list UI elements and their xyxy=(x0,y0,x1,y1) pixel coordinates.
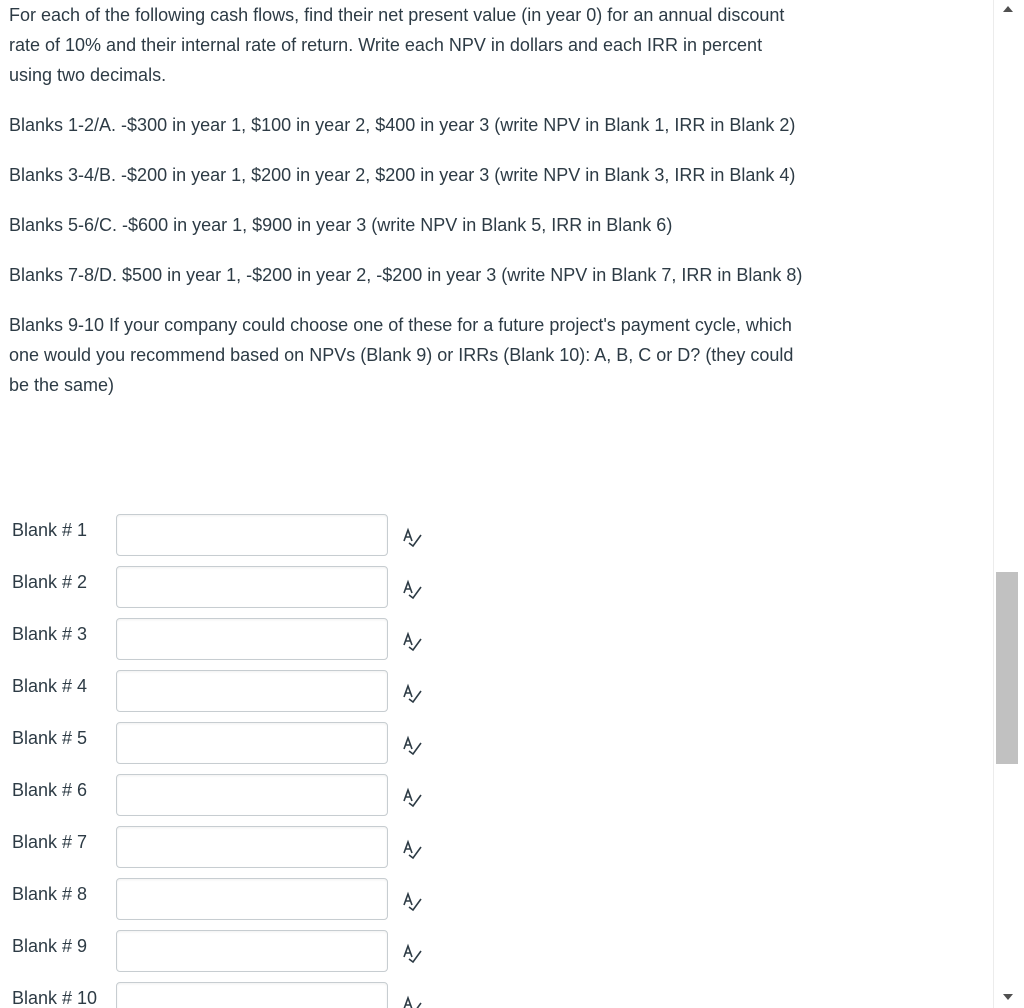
blank-label: Blank # 3 xyxy=(12,624,88,644)
question-intro: For each of the following cash flows, find their net present value (in year 0) for an annual discount rate of 10% and their internal rate of return. Write each NPV in dollars and each IRR in percent using two decimals. xyxy=(9,5,785,85)
question-part-c: Blanks 5-6/C. -$600 in year 1, $900 in year 3 (write NPV in Blank 5, IRR in Blank 6) xyxy=(9,215,673,235)
blank-3-input[interactable] xyxy=(116,618,388,660)
question-part-e: Blanks 9-10 If your company could choose one of these for a future project's payment cycle, which one would you recommend based on NPVs (Blank 9) or IRRs (Blank 10): A, B, C or D? (they could be the same) xyxy=(9,315,794,395)
blank-9-input[interactable] xyxy=(116,930,388,972)
vertical-scrollbar[interactable] xyxy=(993,0,1024,1008)
blank-label: Blank # 9 xyxy=(12,936,88,956)
spellcheck-icon[interactable] xyxy=(400,734,424,756)
blank-row xyxy=(12,618,512,670)
blank-10-input[interactable] xyxy=(116,982,388,1008)
blank-6-input[interactable] xyxy=(116,774,388,816)
spellcheck-icon[interactable] xyxy=(400,630,424,652)
spellcheck-icon[interactable] xyxy=(400,942,424,964)
blank-row xyxy=(12,982,512,1008)
question-part-a: Blanks 1-2/A. -$300 in year 1, $100 in year 2, $400 in year 3 (write NPV in Blank 1, IRR in Blank 2) xyxy=(9,115,796,135)
spellcheck-icon[interactable] xyxy=(400,994,424,1008)
blank-label: Blank # 1 xyxy=(12,520,88,540)
blank-list xyxy=(12,514,512,1008)
blank-row xyxy=(12,514,512,566)
blank-label: Blank # 8 xyxy=(12,884,88,904)
blank-1-input[interactable] xyxy=(116,514,388,556)
spellcheck-icon[interactable] xyxy=(400,786,424,808)
blank-8-input[interactable] xyxy=(116,878,388,920)
blank-row xyxy=(12,878,512,930)
blank-4-input[interactable] xyxy=(116,670,388,712)
blank-label: Blank # 7 xyxy=(12,832,88,852)
blank-5-input[interactable] xyxy=(116,722,388,764)
scroll-thumb[interactable] xyxy=(996,572,1018,764)
blank-label: Blank # 4 xyxy=(12,676,88,696)
blank-label: Blank # 6 xyxy=(12,780,88,800)
question-text xyxy=(9,0,809,400)
blank-7-input[interactable] xyxy=(116,826,388,868)
spellcheck-icon[interactable] xyxy=(400,838,424,860)
question-part-b: Blanks 3-4/B. -$200 in year 1, $200 in year 2, $200 in year 3 (write NPV in Blank 3, IRR in Blank 4) xyxy=(9,165,796,185)
blank-row xyxy=(12,670,512,722)
spellcheck-icon[interactable] xyxy=(400,578,424,600)
blank-row xyxy=(12,774,512,826)
blank-row xyxy=(12,826,512,878)
question-part-d: Blanks 7-8/D. $500 in year 1, -$200 in year 2, -$200 in year 3 (write NPV in Blank 7, IRR in Blank 8) xyxy=(9,265,803,285)
blank-row xyxy=(12,930,512,982)
blank-label: Blank # 10 xyxy=(12,988,98,1008)
spellcheck-icon[interactable] xyxy=(400,682,424,704)
spellcheck-icon[interactable] xyxy=(400,526,424,548)
spellcheck-icon[interactable] xyxy=(400,890,424,912)
blank-label: Blank # 2 xyxy=(12,572,88,592)
blank-2-input[interactable] xyxy=(116,566,388,608)
blank-row xyxy=(12,566,512,618)
scroll-up-arrow-icon[interactable] xyxy=(1003,6,1013,12)
scroll-down-arrow-icon[interactable] xyxy=(1003,994,1013,1000)
blank-row xyxy=(12,722,512,774)
blank-label: Blank # 5 xyxy=(12,728,88,748)
